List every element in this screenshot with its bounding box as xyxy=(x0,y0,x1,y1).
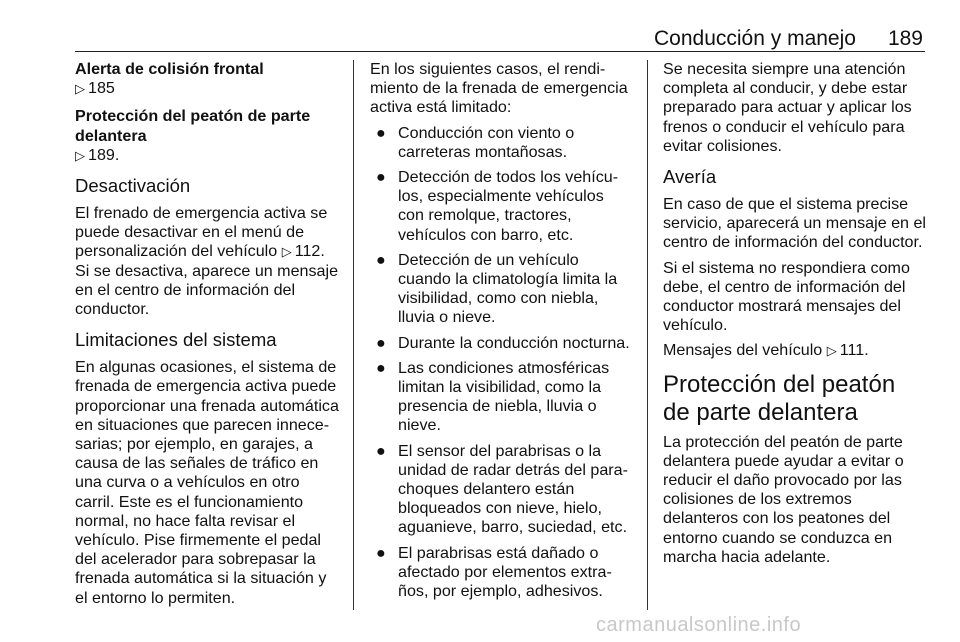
heading-pedestrian-protection: Protección del peatón de parte delantera xyxy=(663,370,896,426)
xref-forward-collision[interactable] xyxy=(75,79,343,98)
bullet-icon: ● xyxy=(376,358,386,377)
bullet-icon: ● xyxy=(376,250,386,269)
page-number: 189 xyxy=(887,27,923,50)
header-rule xyxy=(75,51,925,52)
watermark: carmanualsonline.info xyxy=(596,614,802,636)
bullet-icon: ● xyxy=(376,168,386,187)
xref-title-forward-collision: Alerta de colisión frontal xyxy=(75,60,264,78)
paragraph-deactivation: El frenado de emergencia activa se puede desactivar en el menú de personalización del vehículo ▷ 112. Si se desactiva, aparece un mensaje en el centro de información del conductor. xyxy=(75,204,339,319)
bullet-icon: ● xyxy=(376,333,386,352)
paragraph-fault-response: Si el sistema no respondiera como debe, el centro de información del conductor mostrará mensajes del vehículo. xyxy=(663,258,910,335)
page-ref-icon: ▷ xyxy=(281,244,292,260)
list-item: ● Las condiciones atmosféricas limitan la visibilidad, como la presencia de niebla, lluvia o nieve. xyxy=(376,358,610,435)
bullet-icon: ● xyxy=(376,441,386,460)
xref-pedestrian[interactable] xyxy=(75,146,343,165)
column-3 xyxy=(663,60,927,573)
page-header xyxy=(75,24,923,50)
list-item: ● Durante la conducción nocturna. xyxy=(376,333,630,352)
list-item: ● El sensor del parabrisas o la unidad de radar detrás del parachoques delantero están bloqueados con nieve, hielo, aguanieve, barro, suciedad, etc. xyxy=(376,441,628,537)
heading-deactivation: Desactivación xyxy=(75,175,191,197)
column-1 xyxy=(75,60,343,614)
column-divider-2 xyxy=(647,60,648,610)
paragraph-pedestrian-protection: La protección del peatón de parte delantera puede ayudar a evitar o reducir el daño provocado por las colisiones de los extremos delanteros con los peatones del entorno cuando se conduzca en marcha hacia adelante. xyxy=(663,432,904,566)
xref-page: 185 xyxy=(88,79,115,98)
bullet-icon: ● xyxy=(376,123,386,142)
column-divider-1 xyxy=(353,60,354,610)
paragraph-limited-cases: En los siguientes casos, el rendimiento de la frenada de emergencia activa está limitado: xyxy=(370,60,628,117)
page-ref-icon: ▷ xyxy=(826,343,837,359)
list-item: ● El parabrisas está dañado o afectado por elementos extraños, por ejemplo, adhesivos. xyxy=(376,543,612,601)
list-item: ● Conducción con viento o carreteras montañosas. xyxy=(376,123,575,161)
xref-title-pedestrian: Protección del peatón de parte delantera xyxy=(75,107,311,145)
paragraph-limitations: En algunas ocasiones, el sistema de frenada de emergencia activa puede proporcionar una frenada automática en situaciones que parecen innecesarias; por ejemplo, en garajes, a causa de las señales de tráfico en una curva o a vehículos en otro carril. Este es el funcionamiento normal, no hace falta revisar el vehículo. Pise firmemente el pedal del acelerador para sobrepasar la frenada automática si la situación y el entorno lo permiten. xyxy=(75,358,339,607)
page-ref-icon: ▷ xyxy=(75,147,85,163)
paragraph-vehicle-messages: Mensajes del vehículo ▷ 111. xyxy=(663,341,869,360)
heading-fault: Avería xyxy=(663,166,717,188)
paragraph-fault-service: En caso de que el sistema precise servicio, aparecerá un mensaje en el centro de información del conductor. xyxy=(663,195,927,252)
column-2 xyxy=(370,60,634,607)
bullet-icon: ● xyxy=(376,543,386,562)
xref-page[interactable]: 111. xyxy=(839,341,869,360)
heading-system-limitations: Limitaciones del sistema xyxy=(75,329,277,351)
chapter-title: Conducción y manejo xyxy=(654,27,856,50)
page-ref-icon: ▷ xyxy=(75,81,85,97)
xref-page[interactable]: 112. xyxy=(294,242,325,261)
list-item: ● Detección de todos los vehículos, especialmente vehículos con remolque, tractores, vehículos con barro, etc. xyxy=(376,168,619,244)
list-item: ● Detección de un vehículo cuando la climatología limita la visibilidad, como con niebla, lluvia o nieve. xyxy=(376,250,618,327)
paragraph-attention: Se necesita siempre una atención completa al conducir, y debe estar preparado para actuar y aplicar los frenos o conducir el vehículo para evitar colisiones. xyxy=(663,60,912,155)
limitations-list xyxy=(370,124,634,602)
xref-page: 189. xyxy=(88,145,120,164)
